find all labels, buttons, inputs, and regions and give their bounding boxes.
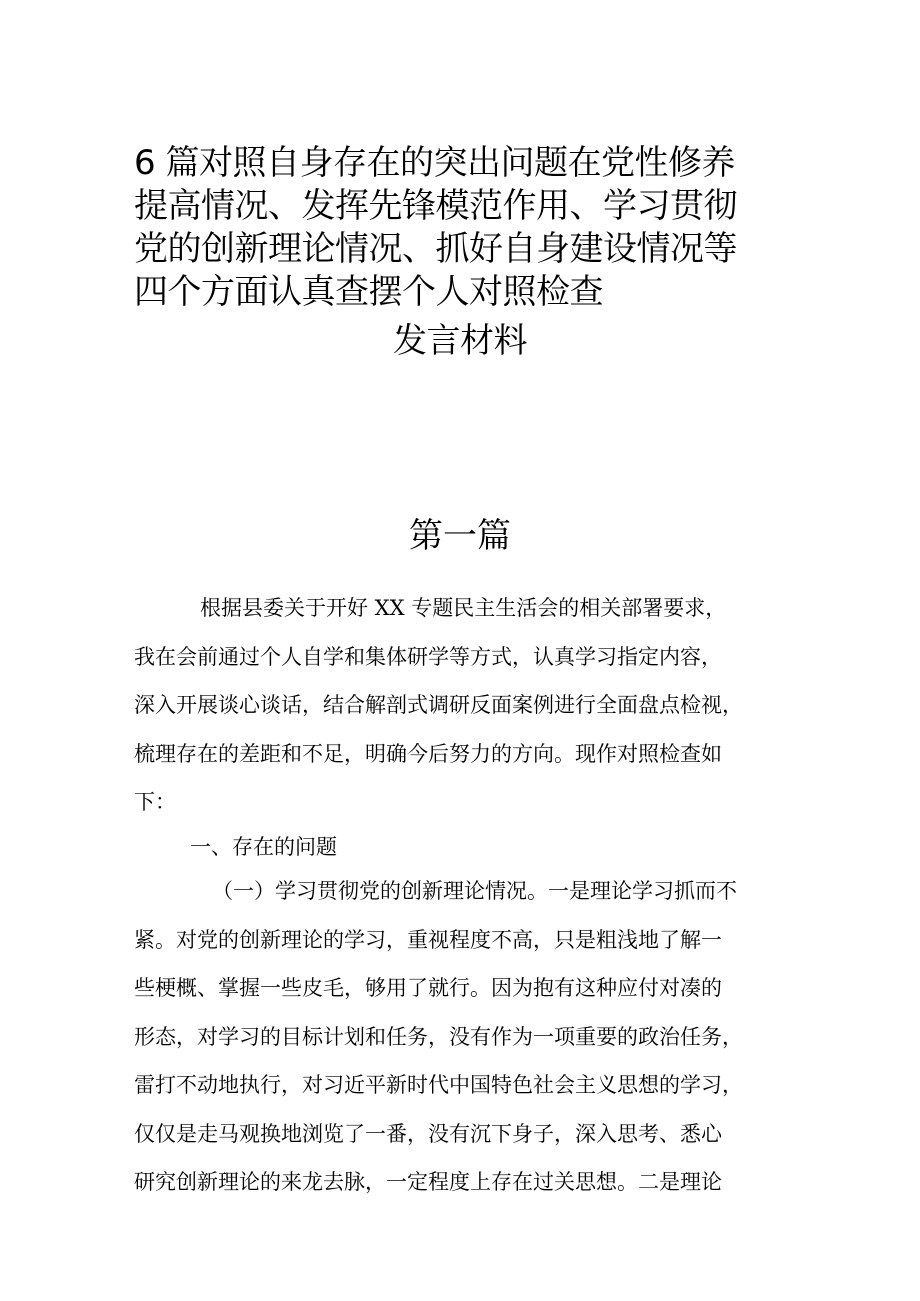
subheading-text: 一、存在的问题 — [190, 835, 337, 859]
document-title — [134, 142, 794, 363]
title-line-5: 发言材料 — [393, 321, 527, 361]
paragraph-line: 下： — [134, 790, 176, 814]
title-line-1: 6 篇对照自身存在的突出问题在党性修养 — [134, 143, 735, 183]
paragraph-line: 紧。对党的创新理论的学习，重视程度不高，只是粗浅地了解一 — [134, 927, 722, 952]
paragraph-line: 些梗概、掌握一些皮毛，够用了就行。因为抱有这种应付对凑的 — [134, 976, 722, 1000]
paragraph-line: 我在会前通过个人自学和集体研学等方式，认真学习指定内容， — [134, 644, 722, 669]
paragraph-line: 梳理存在的差距和不足，明确今后努力的方向。现作对照检查如 — [134, 741, 722, 766]
title-line-3: 党的创新理论情况、抓好自身建设情况等 — [134, 229, 737, 269]
title-line-4: 四个方面认真查摆个人对照检查 — [134, 272, 603, 312]
paragraph-item-1 — [134, 867, 796, 1207]
paragraph-line: 雷打不动地执行，对习近平新时代中国特色社会主义思想的学习， — [134, 1073, 743, 1097]
paragraph-intro — [134, 584, 796, 827]
paragraph-line: 根据县委关于开好 XX 专题民主生活会的相关部署要求， — [200, 596, 727, 620]
paragraph-line: 仅仅是走马观换地浏览了一番，没有沉下身子，深入思考、悉心 — [134, 1121, 722, 1146]
paragraph-line: （一）学习贯彻党的创新理论情况。一是理论学习抓而不 — [212, 879, 737, 903]
paragraph-line: 深入开展谈心谈话，结合解剖式调研反面案例进行全面盘点检视， — [134, 693, 743, 717]
title-line-2: 提高情况、发挥先锋模范作用、学习贯彻 — [134, 186, 737, 226]
section-heading: 第一篇 — [409, 516, 511, 556]
paragraph-line: 研究创新理论的来龙去脉，一定程度上存在过关思想。二是理论 — [134, 1170, 722, 1194]
paragraph-line: 形态，对学习的目标计划和任务，没有作为一项重要的政治任务， — [134, 1024, 743, 1049]
subheading-problems — [134, 823, 796, 872]
